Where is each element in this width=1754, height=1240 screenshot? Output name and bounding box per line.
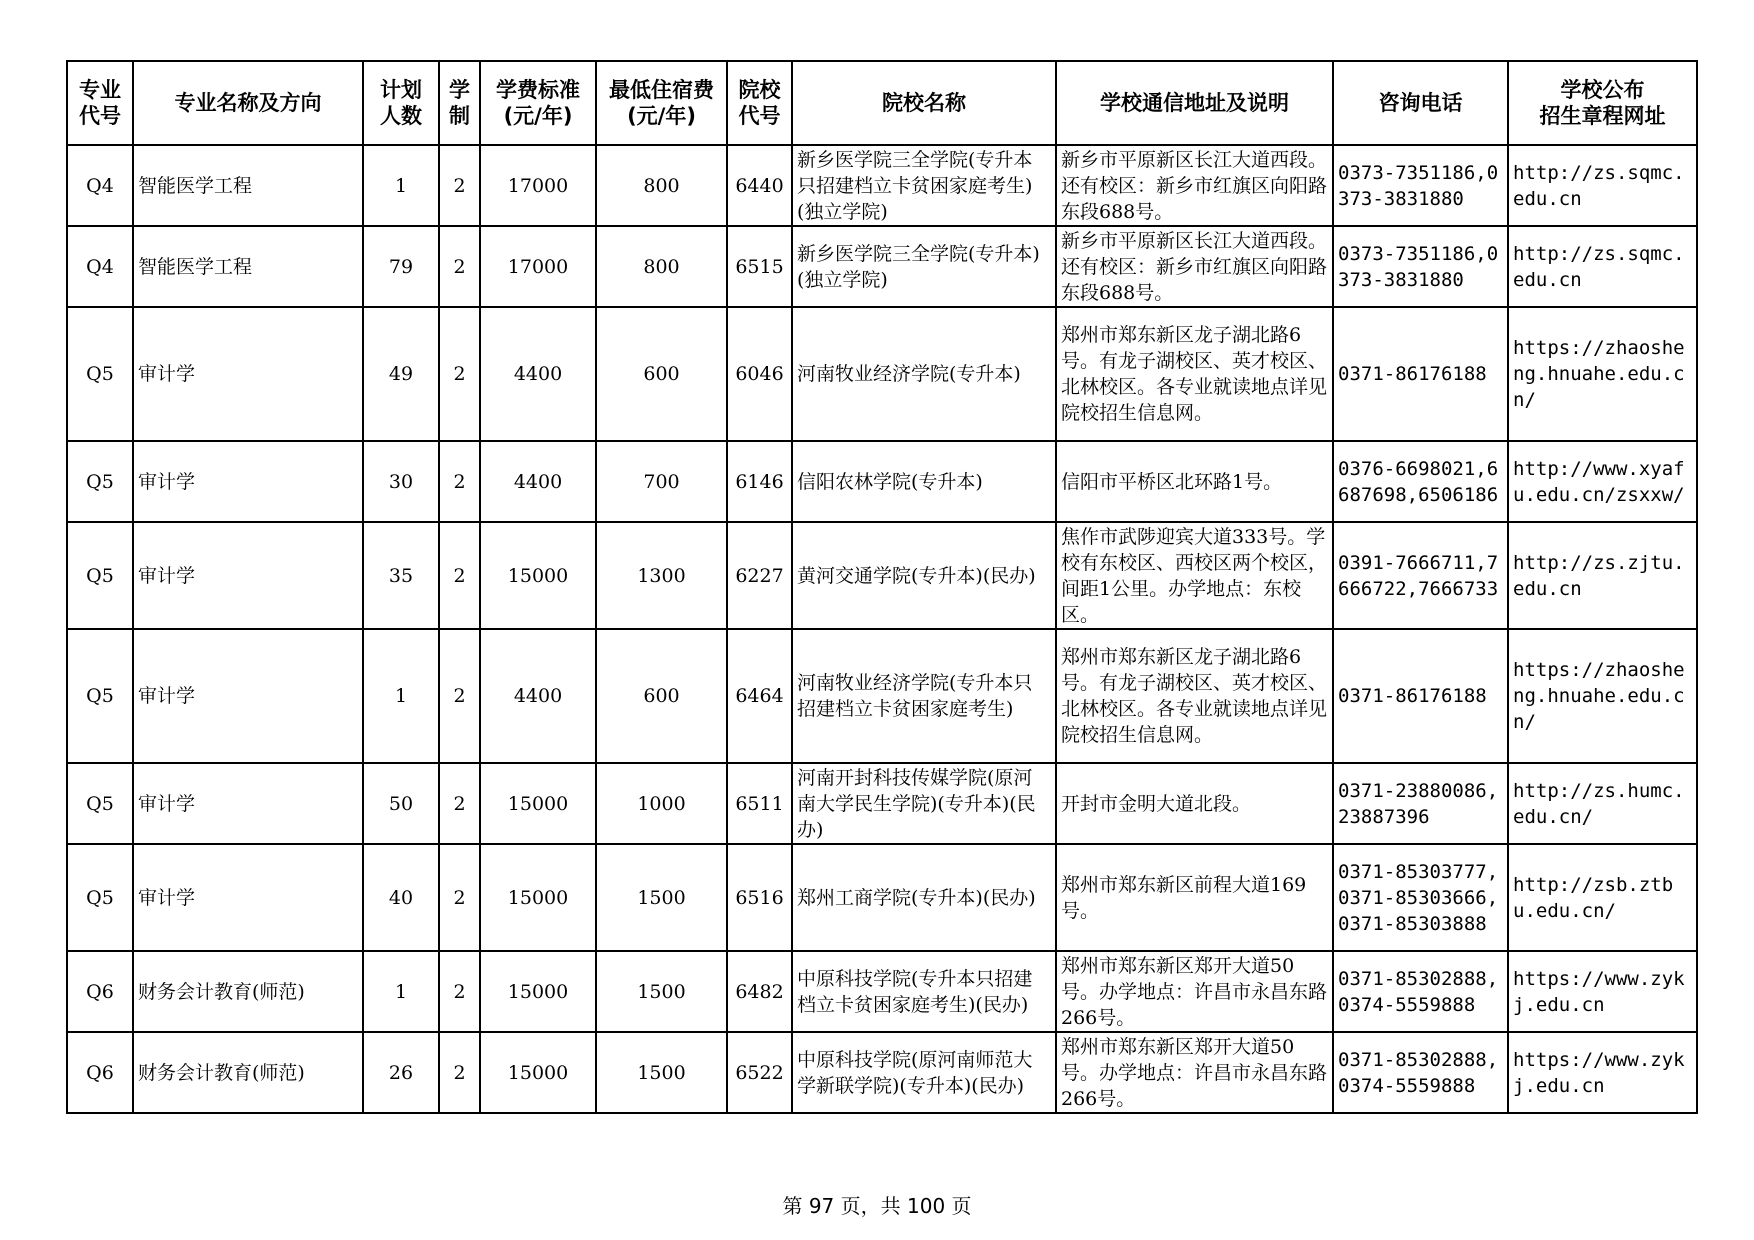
phone-cell: 0371-86176188: [1333, 307, 1508, 441]
address-cell: 新乡市平原新区长江大道西段。还有校区：新乡市红旗区向阳路东段688号。: [1056, 226, 1333, 307]
table-row: [67, 763, 1697, 844]
plan-count-cell: 1: [363, 145, 439, 226]
tuition-cell: 4400: [480, 441, 596, 522]
dorm-fee-cell: 700: [596, 441, 727, 522]
tuition-cell: 17000: [480, 226, 596, 307]
dorm-fee-cell: 1500: [596, 951, 727, 1032]
school-name-cell: 河南开封科技传媒学院(原河南大学民生学院)(专升本)(民办): [792, 763, 1056, 844]
phone-cell: 0373-7351186,0373-3831880: [1333, 226, 1508, 307]
website-link[interactable]: https://www.zykj.edu.cn: [1508, 951, 1697, 1032]
dorm-fee-cell: 1500: [596, 844, 727, 951]
major-name-cell: 财务会计教育(师范): [133, 1032, 363, 1113]
school-code-cell: 6146: [727, 441, 792, 522]
major-code-cell: Q6: [67, 1032, 133, 1113]
plan-count-cell: 30: [363, 441, 439, 522]
table-row: [67, 1032, 1697, 1113]
website-link[interactable]: http://zs.sqmc.edu.cn: [1508, 226, 1697, 307]
school-code-cell: 6522: [727, 1032, 792, 1113]
plan-count-cell: 50: [363, 763, 439, 844]
dorm-fee-cell: 800: [596, 226, 727, 307]
header-plan-count: 计划 人数: [363, 61, 439, 145]
table-row: [67, 522, 1697, 629]
duration-cell: 2: [439, 629, 480, 763]
school-name-cell: 新乡医学院三全学院(专升本只招建档立卡贫困家庭考生)(独立学院): [792, 145, 1056, 226]
dorm-fee-cell: 800: [596, 145, 727, 226]
school-code-cell: 6515: [727, 226, 792, 307]
header-tuition: 学费标准 (元/年): [480, 61, 596, 145]
duration-cell: 2: [439, 763, 480, 844]
header-dorm-fee: 最低住宿费 (元/年): [596, 61, 727, 145]
phone-cell: 0371-85302888,0374-5559888: [1333, 1032, 1508, 1113]
header-school-code: 院校 代号: [727, 61, 792, 145]
address-cell: 郑州市郑东新区龙子湖北路6号。有龙子湖校区、英才校区、北林校区。各专业就读地点详见院校招生信息网。: [1056, 307, 1333, 441]
major-name-cell: 审计学: [133, 441, 363, 522]
phone-cell: 0371-85303777,0371-85303666,0371-85303888: [1333, 844, 1508, 951]
address-cell: 郑州市郑东新区龙子湖北路6号。有龙子湖校区、英才校区、北林校区。各专业就读地点详见院校招生信息网。: [1056, 629, 1333, 763]
header-school-name: 院校名称: [792, 61, 1056, 145]
phone-cell: 0391-7666711,7666722,7666733: [1333, 522, 1508, 629]
address-cell: 焦作市武陟迎宾大道333号。学校有东校区、西校区两个校区，间距1公里。办学地点：东校区。: [1056, 522, 1333, 629]
table-row: [67, 226, 1697, 307]
school-code-cell: 6440: [727, 145, 792, 226]
school-code-cell: 6516: [727, 844, 792, 951]
major-code-cell: Q5: [67, 307, 133, 441]
tuition-cell: 15000: [480, 951, 596, 1032]
major-name-cell: 智能医学工程: [133, 145, 363, 226]
duration-cell: 2: [439, 844, 480, 951]
school-code-cell: 6482: [727, 951, 792, 1032]
plan-count-cell: 40: [363, 844, 439, 951]
major-code-cell: Q5: [67, 441, 133, 522]
major-code-cell: Q5: [67, 844, 133, 951]
school-code-cell: 6511: [727, 763, 792, 844]
major-name-cell: 智能医学工程: [133, 226, 363, 307]
website-link[interactable]: https://www.zykj.edu.cn: [1508, 1032, 1697, 1113]
header-address: 学校通信地址及说明: [1056, 61, 1333, 145]
plan-count-cell: 26: [363, 1032, 439, 1113]
table-row: [67, 844, 1697, 951]
phone-cell: 0371-23880086,23887396: [1333, 763, 1508, 844]
plan-count-cell: 1: [363, 951, 439, 1032]
major-name-cell: 审计学: [133, 307, 363, 441]
major-name-cell: 审计学: [133, 522, 363, 629]
duration-cell: 2: [439, 1032, 480, 1113]
tuition-cell: 17000: [480, 145, 596, 226]
table-row: [67, 441, 1697, 522]
address-cell: 郑州市郑东新区郑开大道50号。办学地点：许昌市永昌东路266号。: [1056, 1032, 1333, 1113]
major-name-cell: 审计学: [133, 844, 363, 951]
duration-cell: 2: [439, 951, 480, 1032]
website-link[interactable]: https://zhaosheng.hnuahe.edu.cn/: [1508, 307, 1697, 441]
tuition-cell: 15000: [480, 763, 596, 844]
major-code-cell: Q4: [67, 226, 133, 307]
duration-cell: 2: [439, 226, 480, 307]
table-row: [67, 145, 1697, 226]
school-code-cell: 6227: [727, 522, 792, 629]
header-website: 学校公布 招生章程网址: [1508, 61, 1697, 145]
dorm-fee-cell: 600: [596, 307, 727, 441]
website-link[interactable]: http://zs.sqmc.edu.cn: [1508, 145, 1697, 226]
school-name-cell: 新乡医学院三全学院(专升本)(独立学院): [792, 226, 1056, 307]
major-name-cell: 审计学: [133, 763, 363, 844]
school-name-cell: 信阳农林学院(专升本): [792, 441, 1056, 522]
table-row: [67, 629, 1697, 763]
duration-cell: 2: [439, 522, 480, 629]
phone-cell: 0371-86176188: [1333, 629, 1508, 763]
major-code-cell: Q5: [67, 763, 133, 844]
major-code-cell: Q5: [67, 629, 133, 763]
plan-count-cell: 35: [363, 522, 439, 629]
header-row: [67, 61, 1697, 145]
tuition-cell: 15000: [480, 1032, 596, 1113]
address-cell: 郑州市郑东新区郑开大道50号。办学地点：许昌市永昌东路266号。: [1056, 951, 1333, 1032]
dorm-fee-cell: 1500: [596, 1032, 727, 1113]
website-link[interactable]: http://zsb.ztbu.edu.cn/: [1508, 844, 1697, 951]
phone-cell: 0373-7351186,0373-3831880: [1333, 145, 1508, 226]
dorm-fee-cell: 1000: [596, 763, 727, 844]
tuition-cell: 15000: [480, 844, 596, 951]
website-link[interactable]: http://zs.zjtu.edu.cn: [1508, 522, 1697, 629]
major-name-cell: 财务会计教育(师范): [133, 951, 363, 1032]
address-cell: 开封市金明大道北段。: [1056, 763, 1333, 844]
header-phone: 咨询电话: [1333, 61, 1508, 145]
address-cell: 郑州市郑东新区前程大道169号。: [1056, 844, 1333, 951]
page-number-footer: 第 97 页，共 100 页: [782, 1194, 972, 1218]
address-cell: 新乡市平原新区长江大道西段。还有校区：新乡市红旗区向阳路东段688号。: [1056, 145, 1333, 226]
header-major-code: 专业 代号: [67, 61, 133, 145]
dorm-fee-cell: 600: [596, 629, 727, 763]
school-name-cell: 河南牧业经济学院(专升本只招建档立卡贫困家庭考生): [792, 629, 1056, 763]
duration-cell: 2: [439, 145, 480, 226]
duration-cell: 2: [439, 441, 480, 522]
major-code-cell: Q6: [67, 951, 133, 1032]
school-name-cell: 中原科技学院(原河南师范大学新联学院)(专升本)(民办): [792, 1032, 1056, 1113]
website-link[interactable]: http://zs.humc.edu.cn/: [1508, 763, 1697, 844]
dorm-fee-cell: 1300: [596, 522, 727, 629]
plan-count-cell: 1: [363, 629, 439, 763]
tuition-cell: 4400: [480, 307, 596, 441]
school-name-cell: 郑州工商学院(专升本)(民办): [792, 844, 1056, 951]
phone-cell: 0371-85302888,0374-5559888: [1333, 951, 1508, 1032]
school-name-cell: 河南牧业经济学院(专升本): [792, 307, 1056, 441]
admission-plan-table: [66, 60, 1698, 1114]
table-row: [67, 307, 1697, 441]
tuition-cell: 4400: [480, 629, 596, 763]
school-code-cell: 6046: [727, 307, 792, 441]
duration-cell: 2: [439, 307, 480, 441]
school-name-cell: 中原科技学院(专升本只招建档立卡贫困家庭考生)(民办): [792, 951, 1056, 1032]
header-major-name: 专业名称及方向: [133, 61, 363, 145]
table-row: [67, 951, 1697, 1032]
major-code-cell: Q5: [67, 522, 133, 629]
major-code-cell: Q4: [67, 145, 133, 226]
phone-cell: 0376-6698021,6687698,6506186: [1333, 441, 1508, 522]
website-link[interactable]: https://zhaosheng.hnuahe.edu.cn/: [1508, 629, 1697, 763]
major-name-cell: 审计学: [133, 629, 363, 763]
website-link[interactable]: http://www.xyafu.edu.cn/zsxxw/: [1508, 441, 1697, 522]
plan-count-cell: 49: [363, 307, 439, 441]
header-duration: 学 制: [439, 61, 480, 145]
school-name-cell: 黄河交通学院(专升本)(民办): [792, 522, 1056, 629]
school-code-cell: 6464: [727, 629, 792, 763]
tuition-cell: 15000: [480, 522, 596, 629]
plan-count-cell: 79: [363, 226, 439, 307]
address-cell: 信阳市平桥区北环路1号。: [1056, 441, 1333, 522]
